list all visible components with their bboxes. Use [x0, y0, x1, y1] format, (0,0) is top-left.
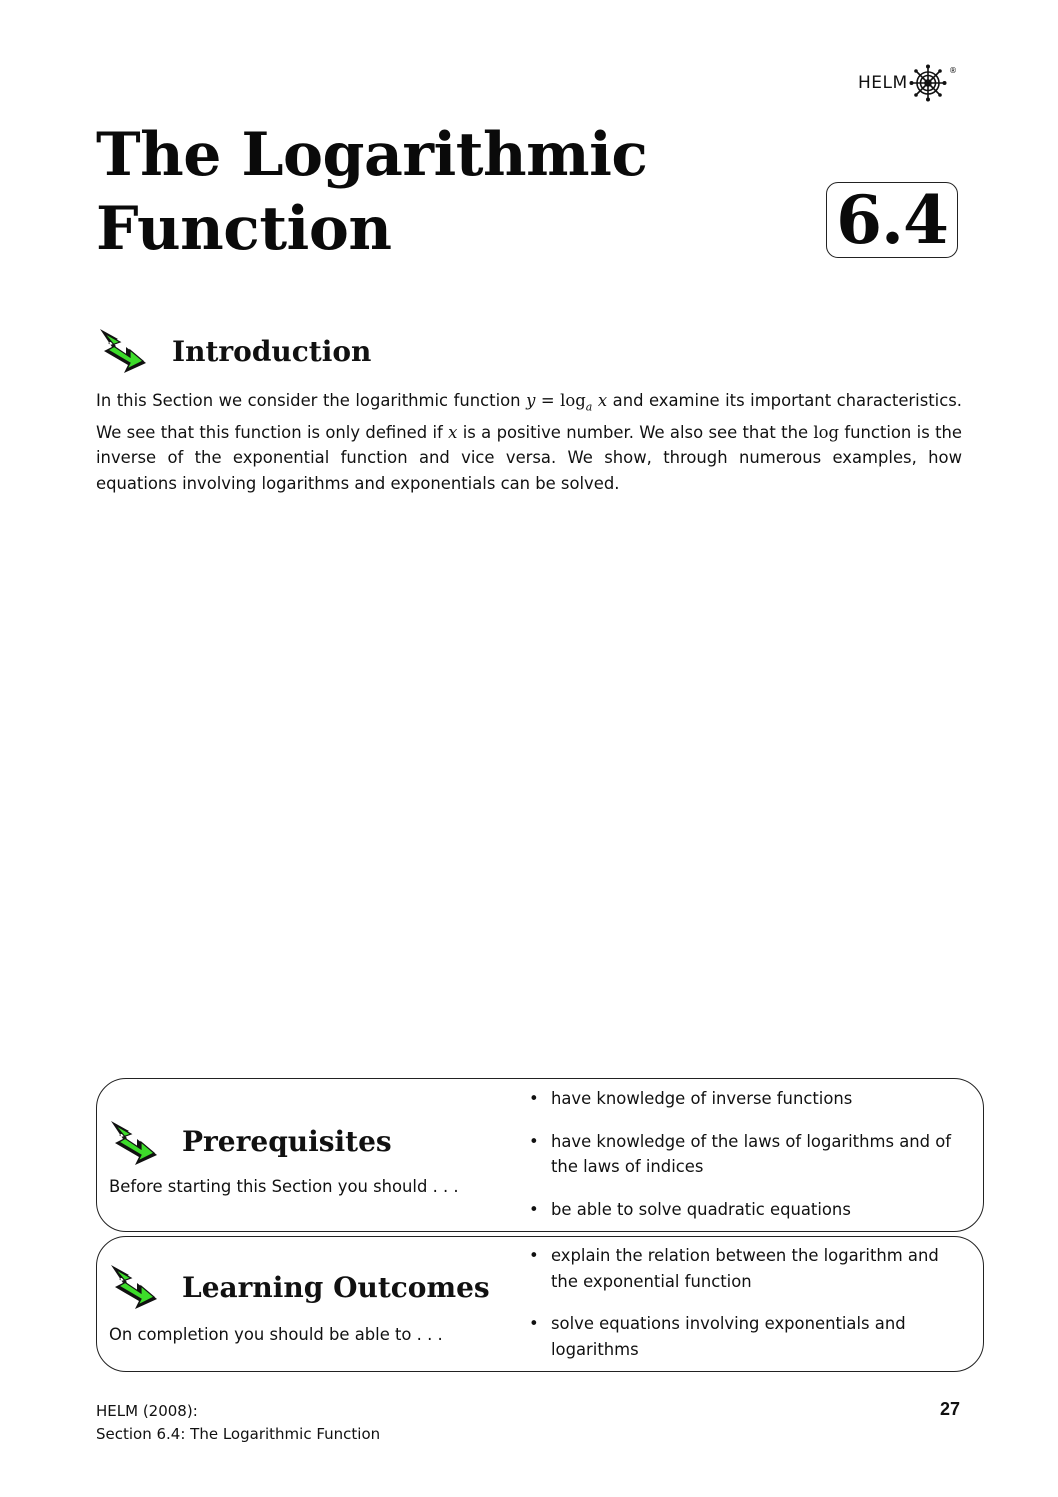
math-y-equals-log-a-x — [526, 391, 608, 414]
learning-outcomes-lead: On completion you should be able to . . . — [109, 1325, 443, 1344]
intro-text-1: In this Section we consider the logarithmic function — [96, 391, 527, 410]
math-x: x — [592, 391, 608, 410]
math-base-a: a — [585, 400, 593, 414]
page-number: 27 — [939, 1399, 960, 1419]
footer-citation — [96, 1400, 380, 1446]
prerequisites-panel — [96, 1078, 984, 1232]
title-line-2: Function — [96, 194, 392, 264]
footer-line-2: Section 6.4: The Logarithmic Function — [96, 1425, 381, 1443]
registered-mark: ® — [949, 66, 957, 75]
page-title — [96, 118, 647, 266]
prerequisites-heading: Prerequisites — [182, 1125, 392, 1158]
title-line-1: The Logarithmic — [96, 120, 648, 190]
footer-line-1: HELM (2008): — [96, 1402, 198, 1420]
green-arrow-icon — [96, 325, 152, 377]
learning-outcomes-panel — [96, 1236, 984, 1372]
green-arrow-icon — [107, 1117, 163, 1169]
prerequisites-list — [529, 1086, 969, 1222]
math-x-2: x — [448, 422, 458, 442]
section-number-badge: 6.4 — [826, 182, 958, 258]
introduction-paragraph — [96, 388, 962, 496]
intro-text-4: function is the inverse of the exponential function and vice versa. We show, through numerous examples, how equations involving logarithms and exponentials can be solved. — [96, 422, 963, 493]
introduction-heading: Introduction — [172, 335, 372, 368]
math-log-2: log — [813, 422, 840, 442]
helm-brand-text: HELM — [858, 73, 908, 93]
ships-wheel-icon — [909, 64, 947, 102]
list-item: • solve equations involving exponentials and logarithms — [529, 1311, 969, 1362]
green-arrow-icon — [107, 1261, 163, 1313]
intro-text-2: and examine its important characteristics. We see that this function is only defined if — [96, 391, 962, 442]
intro-text-3: is a positive number. We also see that the — [457, 422, 814, 442]
list-item: • be able to solve quadratic equations — [529, 1197, 969, 1223]
prerequisites-lead: Before starting this Section you should . . . — [109, 1177, 459, 1196]
learning-outcomes-heading: Learning Outcomes — [182, 1271, 490, 1304]
list-item: • explain the relation between the logarithm and the exponential function — [529, 1243, 969, 1294]
math-y: y — [526, 391, 536, 410]
math-equals: = — [535, 391, 561, 410]
helm-logo — [858, 64, 947, 102]
list-item: • have knowledge of the laws of logarithms and of the laws of indices — [529, 1129, 969, 1180]
math-log: log — [560, 391, 586, 410]
learning-outcomes-list — [529, 1243, 969, 1362]
list-item: • have knowledge of inverse functions — [529, 1086, 969, 1112]
